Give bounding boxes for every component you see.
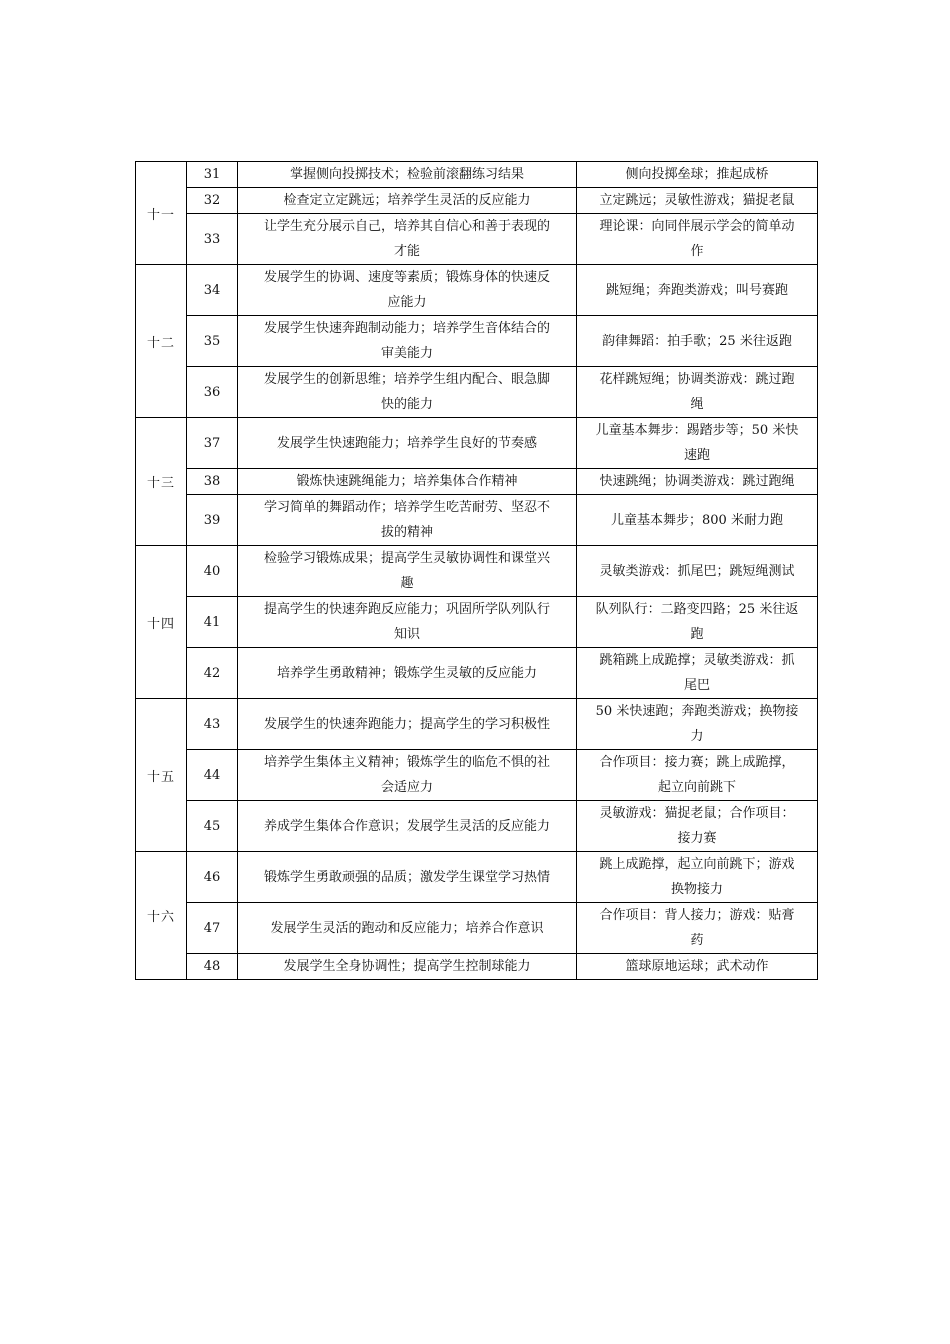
table-row [136, 648, 818, 699]
lesson-goal-line: 趣 [400, 576, 414, 591]
lesson-number: 42 [187, 648, 238, 699]
lesson-goal [238, 597, 577, 648]
lesson-goal-line: 才能 [393, 244, 420, 259]
lesson-number: 36 [187, 367, 238, 418]
lesson-goal-line: 锻炼学生勇敢顽强的品质；激发学生课堂学习热情 [263, 869, 550, 885]
lesson-content [577, 750, 818, 801]
lesson-content [577, 367, 818, 418]
lesson-content-line: 篮球原地运球；武术动作 [625, 959, 769, 974]
week-label: 十六 [136, 852, 187, 980]
lesson-number: 46 [187, 852, 238, 903]
lesson-content [577, 801, 818, 852]
lesson-goal-line: 发展学生快速跑能力；培养学生良好的节奏感 [276, 435, 537, 451]
schedule-body [136, 162, 818, 980]
lesson-goal [238, 750, 577, 801]
lesson-goal-line: 让学生充分展示自己，培养其自信心和善于表现的 [263, 219, 550, 234]
lesson-number: 47 [187, 903, 238, 954]
lesson-goal-line: 提高学生的快速奔跑反应能力；巩固所学队列队行 [263, 602, 550, 617]
lesson-goal-line: 会适应力 [380, 780, 433, 795]
table-row [136, 469, 818, 495]
lesson-content-line: 换物接力 [670, 882, 723, 897]
lesson-number: 32 [187, 188, 238, 214]
table-row [136, 162, 818, 188]
lesson-goal-line: 检查定立定跳远；培养学生灵活的反应能力 [283, 193, 531, 208]
lesson-goal-line: 发展学生的创新思维；培养学生组内配合、眼急脚 [263, 372, 550, 387]
lesson-goal [238, 316, 577, 367]
lesson-content-line: 韵律舞蹈：拍手歌；25 米往返跑 [602, 333, 792, 349]
lesson-content [577, 469, 818, 495]
lesson-number: 41 [187, 597, 238, 648]
lesson-goal-line: 检验学习锻炼成果；提高学生灵敏协调性和课堂兴 [263, 551, 550, 566]
lesson-goal [238, 418, 577, 469]
lesson-goal-line: 拔的精神 [380, 525, 433, 540]
lesson-number: 34 [187, 265, 238, 316]
lesson-number: 43 [187, 699, 238, 750]
lesson-goal-line: 培养学生勇敢精神；锻炼学生灵敏的反应能力 [276, 665, 537, 681]
lesson-number: 37 [187, 418, 238, 469]
lesson-goal [238, 188, 577, 214]
lesson-number: 35 [187, 316, 238, 367]
lesson-content-line: 花样跳短绳；协调类游戏：跳过跑 [599, 372, 795, 387]
lesson-content-line: 力 [690, 729, 704, 744]
table-row [136, 954, 818, 980]
lesson-content [577, 699, 818, 750]
lesson-content-line: 起立向前跳下 [657, 780, 736, 795]
lesson-content [577, 418, 818, 469]
table-row [136, 188, 818, 214]
lesson-goal-line: 审美能力 [380, 346, 433, 361]
table-row [136, 367, 818, 418]
lesson-goal-line: 应能力 [387, 295, 427, 310]
lesson-content-line: 立定跳远；灵敏性游戏；猫捉老鼠 [599, 193, 795, 208]
lesson-number: 44 [187, 750, 238, 801]
lesson-content-line: 速跑 [683, 448, 710, 463]
lesson-content-line: 尾巴 [683, 678, 710, 693]
lesson-goal [238, 367, 577, 418]
lesson-number: 39 [187, 495, 238, 546]
lesson-content-line: 队列队行：二路变四路；25 米往返 [595, 602, 799, 617]
lesson-number: 31 [187, 162, 238, 188]
lesson-content [577, 852, 818, 903]
lesson-content [577, 546, 818, 597]
week-label: 十二 [136, 265, 187, 418]
week-label: 十五 [136, 699, 187, 852]
lesson-goal-line: 发展学生灵活的跑动和反应能力；培养合作意识 [270, 920, 544, 936]
lesson-content-line: 跳上成跪撑，起立向前跳下；游戏 [599, 857, 795, 872]
lesson-content-line: 侧向投掷垒球；推起成桥 [625, 167, 769, 182]
lesson-number: 40 [187, 546, 238, 597]
lesson-goal [238, 699, 577, 750]
lesson-content [577, 495, 818, 546]
lesson-goal [238, 162, 577, 188]
week-label: 十三 [136, 418, 187, 546]
lesson-content-line: 药 [690, 933, 704, 948]
table-row [136, 699, 818, 750]
table-row [136, 903, 818, 954]
lesson-content [577, 597, 818, 648]
lesson-goal [238, 954, 577, 980]
lesson-content [577, 316, 818, 367]
lesson-content [577, 903, 818, 954]
lesson-content-line: 50 米快速跑；奔跑类游戏；换物接 [595, 704, 799, 719]
lesson-goal-line: 培养学生集体主义精神；锻炼学生的临危不惧的社 [263, 755, 550, 770]
lesson-goal-line: 发展学生的协调、速度等素质；锻炼身体的快速反 [263, 270, 550, 285]
table-row [136, 316, 818, 367]
lesson-goal [238, 648, 577, 699]
lesson-goal-line: 快的能力 [380, 397, 433, 412]
lesson-number: 33 [187, 214, 238, 265]
table-row [136, 852, 818, 903]
table-row [136, 495, 818, 546]
lesson-goal [238, 469, 577, 495]
lesson-content-line: 绳 [690, 397, 704, 412]
lesson-goal [238, 214, 577, 265]
lesson-goal [238, 265, 577, 316]
lesson-goal [238, 852, 577, 903]
lesson-goal-line: 发展学生的快速奔跑能力；提高学生的学习积极性 [263, 716, 550, 732]
week-label: 十四 [136, 546, 187, 699]
lesson-schedule-table [135, 161, 818, 980]
lesson-content-line: 快速跳绳；协调类游戏：跳过跑绳 [599, 474, 795, 489]
lesson-content-line: 儿童基本舞步；800 米耐力跑 [611, 512, 783, 528]
lesson-content [577, 954, 818, 980]
table-row [136, 597, 818, 648]
table-row [136, 546, 818, 597]
lesson-goal [238, 903, 577, 954]
lesson-number: 45 [187, 801, 238, 852]
lesson-content-line: 合作项目：背人接力；游戏：贴膏 [599, 908, 795, 923]
lesson-content-line: 作 [690, 244, 704, 259]
lesson-content-line: 灵敏类游戏：抓尾巴；跳短绳测试 [599, 563, 795, 579]
lesson-goal-line: 发展学生快速奔跑制动能力；培养学生音体结合的 [263, 321, 550, 336]
lesson-goal-line: 知识 [393, 627, 420, 642]
lesson-content [577, 265, 818, 316]
table-row [136, 214, 818, 265]
table-row [136, 265, 818, 316]
lesson-goal-line: 掌握侧向投掷技术；检验前滚翻练习结果 [289, 167, 524, 182]
lesson-number: 48 [187, 954, 238, 980]
lesson-content-line: 理论课：向同伴展示学会的简单动 [599, 219, 795, 234]
lesson-content-line: 跑 [690, 627, 704, 642]
lesson-content-line: 灵敏游戏：猫捉老鼠；合作项目： [599, 806, 795, 821]
lesson-content-line: 跳箱跳上成跪撑；灵敏类游戏：抓 [599, 653, 795, 668]
lesson-goal [238, 495, 577, 546]
table-row [136, 418, 818, 469]
lesson-number: 38 [187, 469, 238, 495]
lesson-content [577, 648, 818, 699]
lesson-goal [238, 546, 577, 597]
lesson-goal [238, 801, 577, 852]
lesson-content [577, 188, 818, 214]
lesson-goal-line: 发展学生全身协调性；提高学生控制球能力 [283, 959, 531, 974]
lesson-content-line: 合作项目：接力赛；跳上成跪撑， [599, 755, 795, 770]
lesson-goal-line: 学习简单的舞蹈动作；培养学生吃苦耐劳、坚忍不 [263, 500, 550, 515]
lesson-content-line: 跳短绳；奔跑类游戏；叫号赛跑 [605, 282, 788, 298]
week-label: 十一 [136, 162, 187, 265]
lesson-content [577, 214, 818, 265]
lesson-content-line: 儿童基本舞步：踢踏步等；50 米快 [595, 423, 799, 438]
lesson-content-line: 接力赛 [677, 831, 717, 846]
table-row [136, 801, 818, 852]
table-row [136, 750, 818, 801]
lesson-content [577, 162, 818, 188]
lesson-goal-line: 养成学生集体合作意识；发展学生灵活的反应能力 [263, 818, 550, 834]
lesson-goal-line: 锻炼快速跳绳能力；培养集体合作精神 [296, 474, 518, 489]
